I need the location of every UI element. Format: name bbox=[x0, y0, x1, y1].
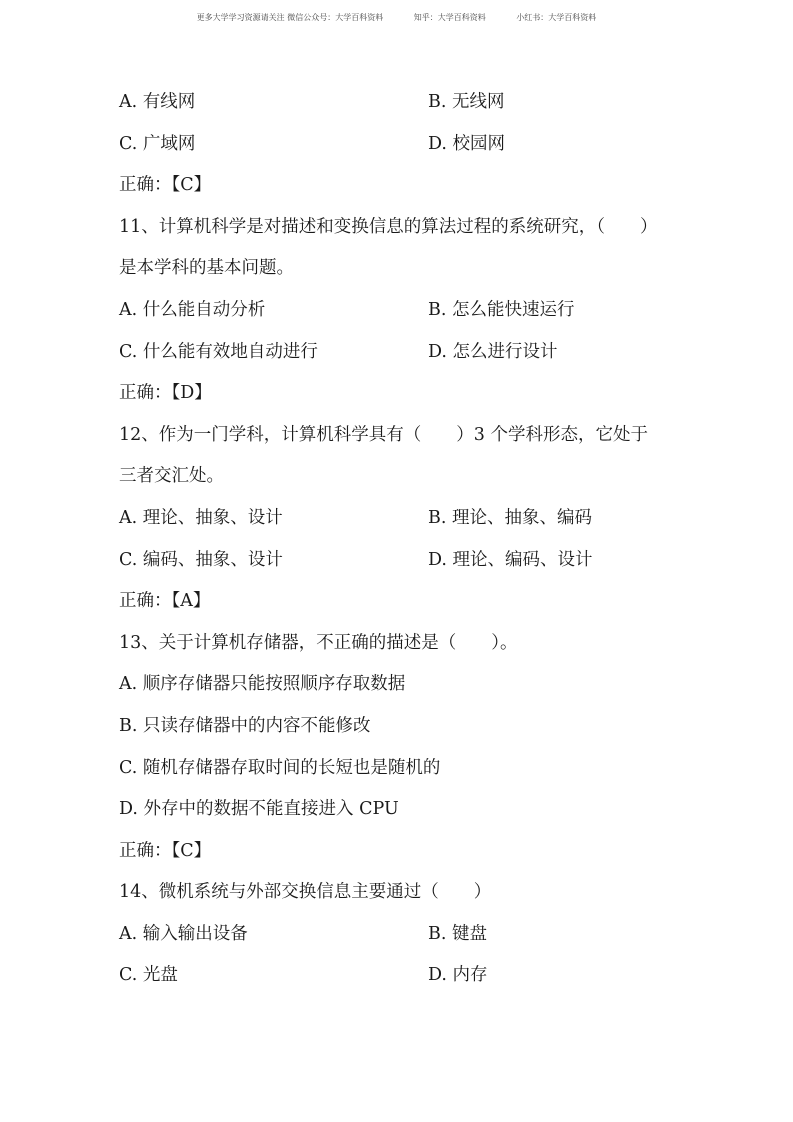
q11-options-row-1 bbox=[119, 292, 679, 334]
q12-text-line-2: 三者交汇处。 bbox=[119, 466, 224, 487]
q11-options-row-2 bbox=[119, 334, 679, 376]
q10-option-c: C. 广域网 bbox=[119, 133, 196, 154]
q11-option-d: D. 怎么进行设计 bbox=[428, 341, 558, 362]
q11-option-b: B. 怎么能快速运行 bbox=[428, 299, 575, 320]
q12-option-b: B. 理论、抽象、编码 bbox=[428, 507, 592, 528]
q13-text-line-1: 13、关于计算机存储器，不正确的描述是（ ）。 bbox=[119, 632, 518, 653]
q11-option-a: A. 什么能自动分析 bbox=[119, 299, 266, 320]
header-xiaohongshu: 小红书：大学百科资料 bbox=[516, 13, 597, 22]
header-zhihu: 知乎：大学百科资料 bbox=[413, 13, 486, 22]
q14-options-row-1 bbox=[119, 916, 679, 958]
q14-option-a: A. 输入输出设备 bbox=[119, 923, 248, 944]
q10-options-row-1 bbox=[119, 84, 679, 126]
q13-option-c: C. 随机存储器存取时间的长短也是随机的 bbox=[119, 757, 441, 778]
q12-options-row-2 bbox=[119, 542, 679, 584]
header-wechat: 更多大学学习资源请关注 微信公众号：大学百科资料 bbox=[196, 13, 384, 22]
q11-answer: 正确：【D】 bbox=[119, 383, 212, 404]
document-body bbox=[119, 84, 679, 999]
q11-text-line-1: 11、计算机科学是对描述和变换信息的算法过程的系统研究，（ ） bbox=[119, 216, 658, 237]
q10-answer: 正确：【C】 bbox=[119, 175, 212, 196]
q10-options-row-2 bbox=[119, 126, 679, 168]
q12-option-d: D. 理论、编码、设计 bbox=[428, 549, 593, 570]
q14-option-c: C. 光盘 bbox=[119, 965, 178, 986]
q10-option-a: A. 有线网 bbox=[119, 92, 196, 112]
q14-option-b: B. 键盘 bbox=[428, 923, 487, 944]
q12-text-line-1: 12、作为一门学科，计算机科学具有（ ）3 个学科形态，它处于 bbox=[119, 424, 648, 445]
q12-options-row-1 bbox=[119, 500, 679, 542]
q11-text-line-2: 是本学科的基本问题。 bbox=[119, 258, 294, 279]
q12-answer: 正确：【A】 bbox=[119, 591, 211, 612]
q10-option-d: D. 校园网 bbox=[428, 133, 506, 154]
q13-option-b: B. 只读存储器中的内容不能修改 bbox=[119, 715, 371, 736]
page-header bbox=[0, 12, 793, 23]
q13-option-a: A. 顺序存储器只能按照顺序存取数据 bbox=[119, 674, 406, 695]
q14-options-row-2 bbox=[119, 957, 679, 999]
q13-option-d: D. 外存中的数据不能直接进入 CPU bbox=[119, 799, 399, 820]
q10-option-b: B. 无线网 bbox=[428, 92, 505, 112]
q12-option-c: C. 编码、抽象、设计 bbox=[119, 549, 283, 570]
q13-answer: 正确：【C】 bbox=[119, 840, 212, 861]
q14-option-d: D. 内存 bbox=[428, 965, 488, 986]
q12-option-a: A. 理论、抽象、设计 bbox=[119, 507, 283, 528]
q11-option-c: C. 什么能有效地自动进行 bbox=[119, 341, 318, 362]
q14-text-line-1: 14、微机系统与外部交换信息主要通过（ ） bbox=[119, 882, 492, 903]
